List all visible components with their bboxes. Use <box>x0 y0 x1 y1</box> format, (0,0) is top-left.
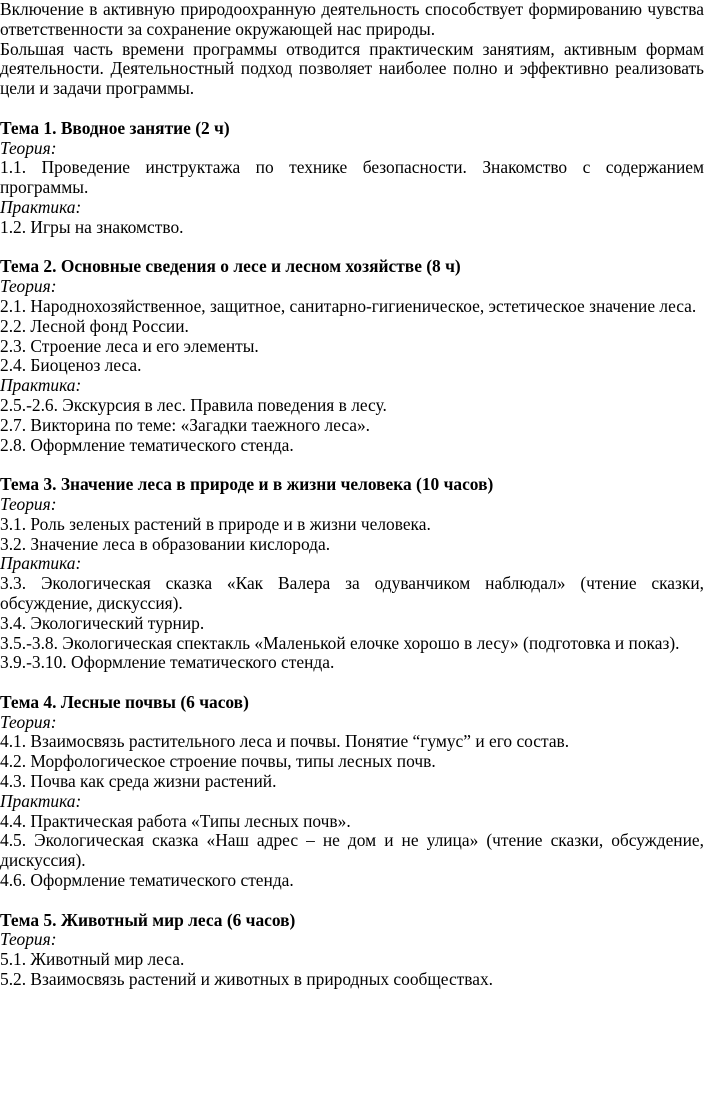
practice-label: Практика: <box>0 196 82 217</box>
topic-section <box>0 257 704 455</box>
practice-label: Практика: <box>0 375 82 396</box>
topic-item: 4.4. Практическая работа «Типы лесных почв». <box>0 810 351 831</box>
intro-section <box>0 0 704 99</box>
topic-item: 3.1. Роль зеленых растений в природе и в жизни человека. <box>0 513 431 534</box>
theory-label: Теория: <box>0 276 57 297</box>
intro-paragraph: Включение в активную природоохранную деятельность способствует формированию чувства ответственности за сохранение окружающей нас природы. <box>0 0 704 39</box>
theory-label: Теория: <box>0 711 57 732</box>
topic-section <box>0 693 704 891</box>
practice-label: Практика: <box>0 553 82 574</box>
topic-item: 2.3. Строение леса и его элементы. <box>0 335 259 356</box>
topic-item: 1.1. Проведение инструктажа по технике безопасности. Знакомство с содержанием программы. <box>0 157 704 198</box>
topic-item: 4.6. Оформление тематического стенда. <box>0 870 294 891</box>
topic-item: 4.2. Морфологическое строение почвы, типы лесных почв. <box>0 751 436 772</box>
topic-item: 2.2. Лесной фонд России. <box>0 315 189 336</box>
topic-section <box>0 475 704 673</box>
topic-item: 5.1. Животный мир леса. <box>0 949 185 970</box>
topic-item: 3.5.-3.8. Экологическая спектакль «Маленькой елочке хорошо в лесу» (подготовка и показ). <box>0 632 680 653</box>
topic-title: Тема 5. Животный мир леса (6 часов) <box>0 909 296 930</box>
topic-item: 2.7. Викторина по теме: «Загадки таежного леса». <box>0 414 371 435</box>
topic-item: 5.2. Взаимосвязь растений и животных в природных сообществах. <box>0 969 494 990</box>
topic-title: Тема 3. Значение леса в природе и в жизни человека (10 часов) <box>0 474 494 495</box>
topic-item: 2.1. Народнохозяйственное, защитное, санитарно-гигиеническое, эстетическое значение леса. <box>0 295 697 316</box>
theory-label: Теория: <box>0 137 57 158</box>
topic-title: Тема 4. Лесные почвы (6 часов) <box>0 691 249 712</box>
topic-item: 4.1. Взаимосвязь растительного леса и почвы. Понятие “гумус” и его состав. <box>0 731 570 752</box>
topic-item: 3.9.-3.10. Оформление тематического стенда. <box>0 652 335 673</box>
theory-label: Теория: <box>0 493 57 514</box>
topic-item: 1.2. Игры на знакомство. <box>0 216 184 237</box>
practice-label: Практика: <box>0 790 82 811</box>
topic-item: 3.3. Экологическая сказка «Как Валера за одуванчиком наблюдал» (чтение сказки, обсуждение, дискуссия). <box>0 573 704 613</box>
topic-title: Тема 1. Вводное занятие (2 ч) <box>0 117 230 138</box>
topic-item: 4.5. Экологическая сказка «Наш адрес – не дом и не улица» (чтение сказки, обсуждение, дискуссия). <box>0 830 704 871</box>
topic-title: Тема 2. Основные сведения о лесе и лесном хозяйстве (8 ч) <box>0 256 461 277</box>
topic-item: 3.2. Значение леса в образовании кислорода. <box>0 533 331 554</box>
intro-paragraph: Большая часть времени программы отводится практическим занятиям, активным формам деятельности. Деятельностный подход позволяет наиболее полно и эффективно реализовать цели и задачи программы. <box>0 38 704 99</box>
topic-item: 2.5.-2.6. Экскурсия в лес. Правила поведения в лесу. <box>0 394 387 415</box>
topic-item: 2.4. Биоценоз леса. <box>0 355 142 376</box>
topic-section <box>0 911 704 990</box>
theory-label: Теория: <box>0 929 57 950</box>
topic-item: 4.3. Почва как среда жизни растений. <box>0 771 277 792</box>
topic-section <box>0 119 704 238</box>
topic-item: 3.4. Экологический турнир. <box>0 612 205 633</box>
topic-item: 2.8. Оформление тематического стенда. <box>0 434 294 455</box>
